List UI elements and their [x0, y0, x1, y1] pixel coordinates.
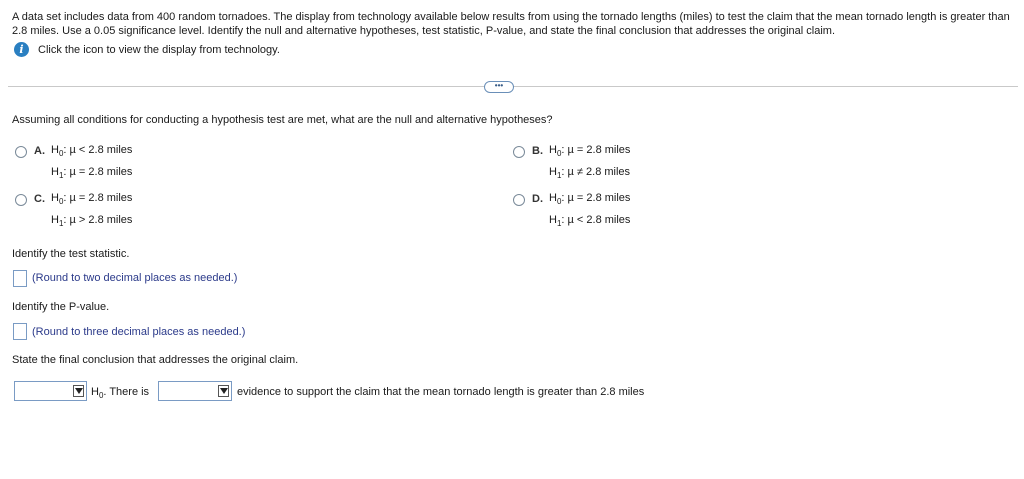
view-display-link[interactable]: Click the icon to view the display from technology. [38, 43, 280, 56]
option-c[interactable] [15, 193, 132, 233]
dropdown-arrow-icon [73, 385, 84, 397]
test-statistic-label: Identify the test statistic. [12, 248, 130, 260]
test-statistic-input[interactable] [13, 270, 27, 287]
evidence-dropdown[interactable] [158, 381, 232, 401]
null-hypothesis: $H_0$: µ = 2.8 miles [549, 192, 631, 207]
conclusion-h0: $H_0$. There is [91, 386, 150, 401]
radio-option-d[interactable] [513, 194, 525, 206]
view-display-row [14, 42, 280, 57]
expand-more-button[interactable]: ••• [484, 81, 514, 93]
radio-option-b[interactable] [513, 146, 525, 158]
info-icon[interactable]: i [14, 42, 29, 57]
option-b-hypotheses [549, 141, 630, 185]
alternative-hypothesis: $H_1$: µ = 2.8 miles [51, 166, 133, 181]
conclusion-statement: evidence to support the claim that the mean tornado length is greater than 2.8 miles [237, 386, 645, 398]
alternative-hypothesis: $H_1$: µ > 2.8 miles [51, 214, 133, 229]
alternative-hypothesis: $H_1$: µ ≠ 2.8 miles [549, 166, 631, 181]
option-letter: B. [532, 145, 543, 157]
option-d-hypotheses [549, 189, 630, 233]
option-letter: C. [34, 193, 45, 205]
p-value-hint: (Round to three decimal places as needed.) [32, 326, 246, 338]
null-hypothesis: $H_0$: µ = 2.8 miles [51, 192, 133, 207]
test-statistic-hint: (Round to two decimal places as needed.) [32, 272, 238, 284]
option-b[interactable] [513, 145, 630, 185]
option-a-hypotheses [51, 141, 132, 185]
null-hypothesis: $H_0$: µ = 2.8 miles [549, 144, 631, 159]
conclusion-label: State the final conclusion that addresses the original claim. [12, 354, 299, 366]
option-c-hypotheses [51, 189, 132, 233]
p-value-label: Identify the P-value. [12, 301, 110, 313]
radio-option-a[interactable] [15, 146, 27, 158]
dropdown-arrow-icon [218, 385, 229, 397]
option-d[interactable] [513, 193, 630, 233]
alternative-hypothesis: $H_1$: µ < 2.8 miles [549, 214, 631, 229]
null-hypothesis: $H_0$: µ < 2.8 miles [51, 144, 133, 159]
p-value-input[interactable] [13, 323, 27, 340]
hypotheses-question: Assuming all conditions for conducting a hypothesis test are met, what are the null and alternative hypotheses? [12, 114, 553, 126]
option-a[interactable] [15, 145, 132, 185]
radio-option-c[interactable] [15, 194, 27, 206]
option-letter: D. [532, 193, 543, 205]
problem-statement: A data set includes data from 400 random tornadoes. The display from technology available below results from using the tornado lengths (miles) to test the claim that the mean tornado length is greater than 2.8 miles. Use a 0.05 significance level. Identify the null and alternative hypotheses, test statistic, P-value, and state the final conclusion that addresses the original claim. [12, 11, 1010, 37]
option-letter: A. [34, 145, 45, 157]
reject-decision-dropdown[interactable] [14, 381, 87, 401]
